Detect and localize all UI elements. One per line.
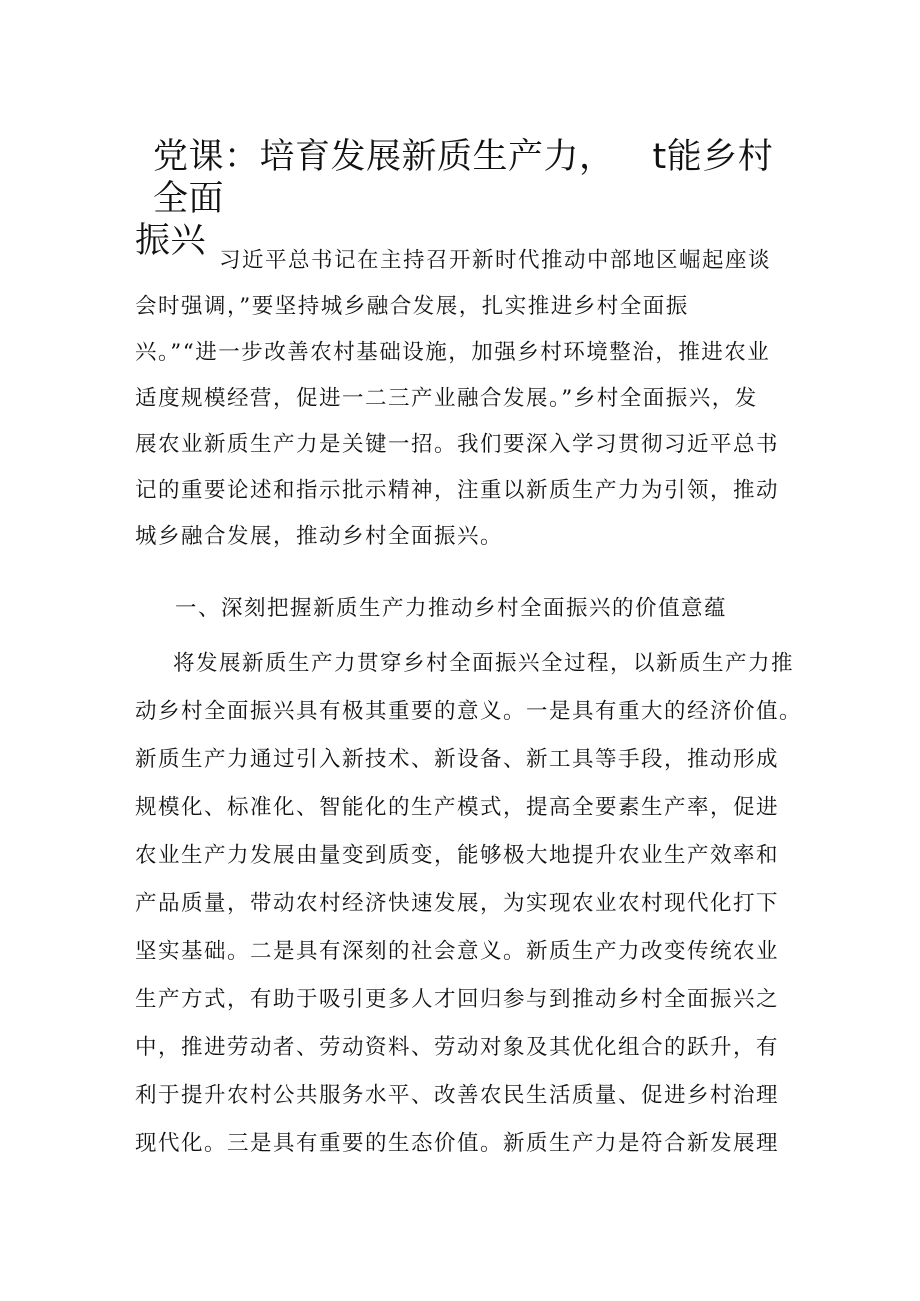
text-line: 规模化、标准化、智能化的生产模式，提高全要素生产率，促进	[135, 795, 780, 820]
text-line: 记的重要论述和指示批示精神，注重以新质生产力为引领，推动	[135, 478, 780, 503]
text-line: 农业生产力发展由量变到质变，能够极大地提升农业生产效率和	[135, 843, 780, 868]
intro-paragraph	[135, 238, 795, 560]
title-part-2: t能乡村全面	[153, 137, 774, 219]
text-line: 生产方式，有助于吸引更多人才回归参与到推动乡村全面振兴之	[135, 987, 780, 1012]
text-line: 现代化。三是具有重要的生态价值。新质生产力是符合新发展理	[135, 1131, 780, 1156]
text-line: 城乡融合发展，推动乡村全面振兴。	[135, 524, 504, 549]
text-line: 中，推进劳动者、劳动资料、劳动对象及其优化组合的跃升，有	[135, 1035, 780, 1060]
text-line: 产品质量，带动农村经济快速发展，为实现农业农村现代化打下	[135, 891, 780, 916]
title-line-1	[135, 136, 795, 220]
text-line: 新质生产力通过引入新技术、新设备、新工具等手段，推动形成	[135, 747, 780, 772]
title-part-1: 党课：培育发展新质生产力，	[153, 137, 615, 177]
text-line: 利于提升农村公共服务水平、改善农民生活质量、促进乡村治理	[135, 1083, 780, 1108]
text-line: 兴。”“进一步改善农村基础设施，加强乡村环境整治，推进农业	[135, 340, 771, 365]
text-line: 坚实基础。二是具有深刻的社会意义。新质生产力改变传统农业	[135, 939, 780, 964]
text-line: 适度规模经营，促进一二三产业融合发展。”乡村全面振兴，发	[135, 386, 758, 411]
section-heading: 一、深刻把握新质生产力推动乡村全面振兴的价值意蕴	[175, 596, 728, 621]
title-line-2: 振兴	[135, 221, 207, 261]
text-line: 动乡村全面振兴具有极其重要的意义。一是具有重大的经济价值。	[135, 699, 803, 724]
text-line: 习近平总书记在主持召开新时代推动中部地区崛起座谈	[219, 248, 772, 273]
text-line: 会时强调，”要坚持城乡融合发展，扎实推进乡村全面振	[135, 294, 689, 319]
text-line: 展农业新质生产力是关键一招。我们要深入学习贯彻习近平总书	[135, 432, 780, 457]
body-paragraph	[135, 640, 803, 1168]
text-line: 将发展新质生产力贯穿乡村全面振兴全过程，以新质生产力推	[173, 651, 795, 676]
